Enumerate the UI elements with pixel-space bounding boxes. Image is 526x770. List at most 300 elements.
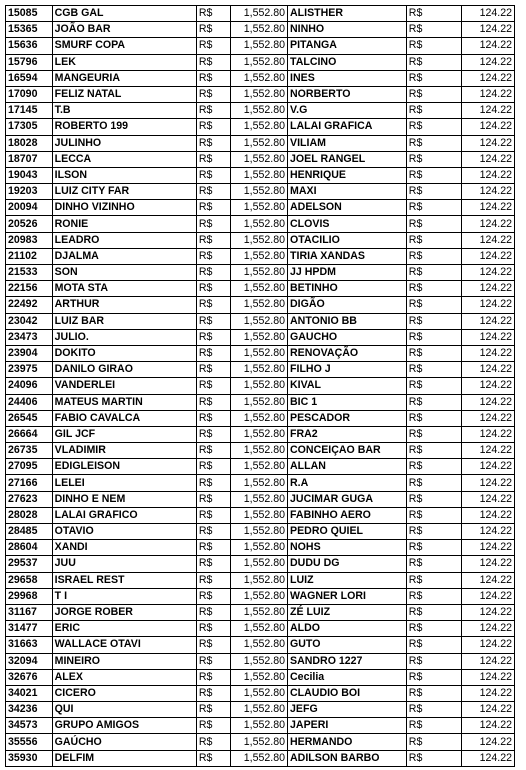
- amount-cell: 1,552.80: [230, 248, 287, 264]
- name2-cell: PEDRO QUIEL: [288, 524, 407, 540]
- amount2-cell: 124.22: [461, 685, 514, 701]
- code-cell: 15085: [6, 6, 53, 22]
- name-cell: T I: [52, 588, 196, 604]
- currency-cell: R$: [196, 459, 230, 475]
- table-row: [6, 669, 515, 685]
- currency2-cell: R$: [406, 572, 461, 588]
- currency-cell: R$: [196, 540, 230, 556]
- name2-cell: LUIZ: [288, 572, 407, 588]
- currency2-cell: R$: [406, 378, 461, 394]
- name-cell: MATEUS MARTIN: [52, 394, 196, 410]
- currency-cell: R$: [196, 718, 230, 734]
- currency2-cell: R$: [406, 394, 461, 410]
- amount-cell: 1,552.80: [230, 491, 287, 507]
- code-cell: 29537: [6, 556, 53, 572]
- code-cell: 18707: [6, 151, 53, 167]
- currency-cell: R$: [196, 200, 230, 216]
- table-row: [6, 313, 515, 329]
- amount-cell: 1,552.80: [230, 135, 287, 151]
- code-cell: 24406: [6, 394, 53, 410]
- table-row: [6, 297, 515, 313]
- currency2-cell: R$: [406, 637, 461, 653]
- name-cell: GIL JCF: [52, 426, 196, 442]
- currency2-cell: R$: [406, 459, 461, 475]
- currency-cell: R$: [196, 685, 230, 701]
- name2-cell: JJ HPDM: [288, 265, 407, 281]
- amount-cell: 1,552.80: [230, 86, 287, 102]
- name-cell: JULIO.: [52, 329, 196, 345]
- table-row: [6, 572, 515, 588]
- name2-cell: RENOVAÇÃO: [288, 345, 407, 361]
- currency2-cell: R$: [406, 702, 461, 718]
- amount2-cell: 124.22: [461, 426, 514, 442]
- amount-cell: 1,552.80: [230, 281, 287, 297]
- amount2-cell: 124.22: [461, 167, 514, 183]
- table-row: [6, 702, 515, 718]
- currency2-cell: R$: [406, 524, 461, 540]
- name2-cell: TALCINO: [288, 54, 407, 70]
- currency2-cell: R$: [406, 718, 461, 734]
- table-row: [6, 22, 515, 38]
- table-row: [6, 507, 515, 523]
- amount2-cell: 124.22: [461, 135, 514, 151]
- name-cell: DINHO VIZINHO: [52, 200, 196, 216]
- amount2-cell: 124.22: [461, 491, 514, 507]
- currency-cell: R$: [196, 572, 230, 588]
- currency2-cell: R$: [406, 443, 461, 459]
- code-cell: 16594: [6, 70, 53, 86]
- code-cell: 19043: [6, 167, 53, 183]
- amount-cell: 1,552.80: [230, 103, 287, 119]
- currency2-cell: R$: [406, 426, 461, 442]
- amount-cell: 1,552.80: [230, 718, 287, 734]
- code-cell: 17145: [6, 103, 53, 119]
- code-cell: 17090: [6, 86, 53, 102]
- amount2-cell: 124.22: [461, 653, 514, 669]
- table-row: [6, 216, 515, 232]
- name-cell: SON: [52, 265, 196, 281]
- code-cell: 27166: [6, 475, 53, 491]
- name-cell: ROBERTO 199: [52, 119, 196, 135]
- name-cell: LELEI: [52, 475, 196, 491]
- name2-cell: BETINHO: [288, 281, 407, 297]
- name2-cell: ADELSON: [288, 200, 407, 216]
- amount2-cell: 124.22: [461, 329, 514, 345]
- code-cell: 27095: [6, 459, 53, 475]
- name-cell: GRUPO AMIGOS: [52, 718, 196, 734]
- table-row: [6, 265, 515, 281]
- code-cell: 27623: [6, 491, 53, 507]
- amount-cell: 1,552.80: [230, 637, 287, 653]
- name-cell: FELIZ NATAL: [52, 86, 196, 102]
- table-row: [6, 734, 515, 750]
- currency2-cell: R$: [406, 475, 461, 491]
- code-cell: 29968: [6, 588, 53, 604]
- table-row: [6, 135, 515, 151]
- currency2-cell: R$: [406, 216, 461, 232]
- amount2-cell: 124.22: [461, 281, 514, 297]
- table-row: [6, 653, 515, 669]
- currency-cell: R$: [196, 524, 230, 540]
- table-row: [6, 200, 515, 216]
- amount2-cell: 124.22: [461, 572, 514, 588]
- amount2-cell: 124.22: [461, 410, 514, 426]
- code-cell: 28604: [6, 540, 53, 556]
- code-cell: 34573: [6, 718, 53, 734]
- currency-cell: R$: [196, 103, 230, 119]
- amount-cell: 1,552.80: [230, 556, 287, 572]
- table-row: [6, 556, 515, 572]
- currency2-cell: R$: [406, 329, 461, 345]
- table-row: [6, 345, 515, 361]
- amount2-cell: 124.22: [461, 200, 514, 216]
- currency-cell: R$: [196, 426, 230, 442]
- currency-cell: R$: [196, 604, 230, 620]
- code-cell: 22492: [6, 297, 53, 313]
- name2-cell: KIVAL: [288, 378, 407, 394]
- name2-cell: GAUCHO: [288, 329, 407, 345]
- currency2-cell: R$: [406, 297, 461, 313]
- amount2-cell: 124.22: [461, 718, 514, 734]
- amount-cell: 1,552.80: [230, 378, 287, 394]
- name-cell: WALLACE OTAVI: [52, 637, 196, 653]
- table-row: [6, 491, 515, 507]
- currency2-cell: R$: [406, 184, 461, 200]
- table-row: [6, 459, 515, 475]
- name2-cell: HENRIQUE: [288, 167, 407, 183]
- amount2-cell: 124.22: [461, 70, 514, 86]
- name2-cell: CLOVIS: [288, 216, 407, 232]
- amount-cell: 1,552.80: [230, 426, 287, 442]
- amount2-cell: 124.22: [461, 119, 514, 135]
- amount-cell: 1,552.80: [230, 54, 287, 70]
- table-row: [6, 378, 515, 394]
- currency-cell: R$: [196, 248, 230, 264]
- currency2-cell: R$: [406, 167, 461, 183]
- currency2-cell: R$: [406, 38, 461, 54]
- amount-cell: 1,552.80: [230, 38, 287, 54]
- code-cell: 35556: [6, 734, 53, 750]
- name2-cell: VILIAM: [288, 135, 407, 151]
- table-row: [6, 184, 515, 200]
- name2-cell: ZÉ LUIZ: [288, 604, 407, 620]
- name2-cell: FRA2: [288, 426, 407, 442]
- name2-cell: LALAI GRAFICA: [288, 119, 407, 135]
- code-cell: 21533: [6, 265, 53, 281]
- name2-cell: FILHO J: [288, 362, 407, 378]
- amount2-cell: 124.22: [461, 507, 514, 523]
- amount-cell: 1,552.80: [230, 572, 287, 588]
- currency-cell: R$: [196, 345, 230, 361]
- table-row: [6, 588, 515, 604]
- name2-cell: FABINHO AERO: [288, 507, 407, 523]
- amount-cell: 1,552.80: [230, 362, 287, 378]
- amount2-cell: 124.22: [461, 734, 514, 750]
- currency2-cell: R$: [406, 621, 461, 637]
- table-row: [6, 426, 515, 442]
- name-cell: VANDERLEI: [52, 378, 196, 394]
- currency2-cell: R$: [406, 200, 461, 216]
- name2-cell: CONCEIÇAO BAR: [288, 443, 407, 459]
- code-cell: 15636: [6, 38, 53, 54]
- table-row: [6, 475, 515, 491]
- code-cell: 32676: [6, 669, 53, 685]
- currency-cell: R$: [196, 653, 230, 669]
- code-cell: 18028: [6, 135, 53, 151]
- code-cell: 15365: [6, 22, 53, 38]
- table-row: [6, 524, 515, 540]
- name-cell: DELFIM: [52, 750, 196, 766]
- amount-cell: 1,552.80: [230, 507, 287, 523]
- currency2-cell: R$: [406, 362, 461, 378]
- amount2-cell: 124.22: [461, 151, 514, 167]
- name-cell: ARTHUR: [52, 297, 196, 313]
- currency-cell: R$: [196, 70, 230, 86]
- table-body: [6, 6, 515, 767]
- currency-cell: R$: [196, 151, 230, 167]
- table-row: [6, 38, 515, 54]
- amount-cell: 1,552.80: [230, 329, 287, 345]
- name-cell: DINHO E NEM: [52, 491, 196, 507]
- amount2-cell: 124.22: [461, 54, 514, 70]
- amount2-cell: 124.22: [461, 38, 514, 54]
- amount2-cell: 124.22: [461, 588, 514, 604]
- name-cell: JULINHO: [52, 135, 196, 151]
- amount-cell: 1,552.80: [230, 604, 287, 620]
- name-cell: SMURF COPA: [52, 38, 196, 54]
- amount2-cell: 124.22: [461, 669, 514, 685]
- currency-cell: R$: [196, 167, 230, 183]
- name2-cell: HERMANDO: [288, 734, 407, 750]
- table-row: [6, 637, 515, 653]
- currency-cell: R$: [196, 216, 230, 232]
- currency-cell: R$: [196, 232, 230, 248]
- amount-cell: 1,552.80: [230, 394, 287, 410]
- currency-cell: R$: [196, 6, 230, 22]
- table-row: [6, 685, 515, 701]
- currency2-cell: R$: [406, 22, 461, 38]
- amount-cell: 1,552.80: [230, 459, 287, 475]
- code-cell: 31167: [6, 604, 53, 620]
- currency2-cell: R$: [406, 151, 461, 167]
- code-cell: 32094: [6, 653, 53, 669]
- amount2-cell: 124.22: [461, 524, 514, 540]
- name-cell: LUIZ CITY FAR: [52, 184, 196, 200]
- name-cell: EDIGLEISON: [52, 459, 196, 475]
- currency-cell: R$: [196, 475, 230, 491]
- amount-cell: 1,552.80: [230, 653, 287, 669]
- table-row: [6, 54, 515, 70]
- currency-cell: R$: [196, 22, 230, 38]
- currency2-cell: R$: [406, 669, 461, 685]
- currency-cell: R$: [196, 184, 230, 200]
- amount-cell: 1,552.80: [230, 232, 287, 248]
- table-row: [6, 70, 515, 86]
- currency-cell: R$: [196, 281, 230, 297]
- name-cell: MINEIRO: [52, 653, 196, 669]
- amount2-cell: 124.22: [461, 216, 514, 232]
- amount2-cell: 124.22: [461, 621, 514, 637]
- name2-cell: JEFG: [288, 702, 407, 718]
- currency-cell: R$: [196, 119, 230, 135]
- amount-cell: 1,552.80: [230, 70, 287, 86]
- name2-cell: V.G: [288, 103, 407, 119]
- name-cell: LEADRO: [52, 232, 196, 248]
- code-cell: 19203: [6, 184, 53, 200]
- amount-cell: 1,552.80: [230, 750, 287, 766]
- currency2-cell: R$: [406, 685, 461, 701]
- name2-cell: PESCADOR: [288, 410, 407, 426]
- amount-cell: 1,552.80: [230, 540, 287, 556]
- name2-cell: DIGÃO: [288, 297, 407, 313]
- name2-cell: SANDRO 1227: [288, 653, 407, 669]
- amount2-cell: 124.22: [461, 265, 514, 281]
- currency2-cell: R$: [406, 540, 461, 556]
- amount-cell: 1,552.80: [230, 669, 287, 685]
- code-cell: 17305: [6, 119, 53, 135]
- currency2-cell: R$: [406, 653, 461, 669]
- table-row: [6, 750, 515, 766]
- name-cell: ERIC: [52, 621, 196, 637]
- amount-cell: 1,552.80: [230, 167, 287, 183]
- code-cell: 21102: [6, 248, 53, 264]
- table-row: [6, 621, 515, 637]
- name-cell: DANILO GIRAO: [52, 362, 196, 378]
- amount-cell: 1,552.80: [230, 200, 287, 216]
- amount-cell: 1,552.80: [230, 345, 287, 361]
- currency-cell: R$: [196, 329, 230, 345]
- currency2-cell: R$: [406, 750, 461, 766]
- table-row: [6, 151, 515, 167]
- amount-cell: 1,552.80: [230, 443, 287, 459]
- code-cell: 28028: [6, 507, 53, 523]
- currency-cell: R$: [196, 734, 230, 750]
- code-cell: 20983: [6, 232, 53, 248]
- name2-cell: JUCIMAR GUGA: [288, 491, 407, 507]
- name-cell: DOKITO: [52, 345, 196, 361]
- amount-cell: 1,552.80: [230, 151, 287, 167]
- currency2-cell: R$: [406, 734, 461, 750]
- code-cell: 20526: [6, 216, 53, 232]
- amount2-cell: 124.22: [461, 184, 514, 200]
- amount2-cell: 124.22: [461, 313, 514, 329]
- currency-cell: R$: [196, 362, 230, 378]
- name2-cell: GUTO: [288, 637, 407, 653]
- currency-cell: R$: [196, 621, 230, 637]
- code-cell: 24096: [6, 378, 53, 394]
- amount2-cell: 124.22: [461, 556, 514, 572]
- amount-cell: 1,552.80: [230, 588, 287, 604]
- name2-cell: PITANGA: [288, 38, 407, 54]
- table-row: [6, 394, 515, 410]
- name-cell: MANGEURIA: [52, 70, 196, 86]
- amount2-cell: 124.22: [461, 248, 514, 264]
- name-cell: LUIZ BAR: [52, 313, 196, 329]
- name-cell: RONIE: [52, 216, 196, 232]
- currency2-cell: R$: [406, 265, 461, 281]
- amount2-cell: 124.22: [461, 540, 514, 556]
- currency-cell: R$: [196, 135, 230, 151]
- code-cell: 35930: [6, 750, 53, 766]
- name2-cell: BIC 1: [288, 394, 407, 410]
- currency-cell: R$: [196, 491, 230, 507]
- amount2-cell: 124.22: [461, 86, 514, 102]
- currency2-cell: R$: [406, 281, 461, 297]
- code-cell: 22156: [6, 281, 53, 297]
- amount2-cell: 124.22: [461, 637, 514, 653]
- currency2-cell: R$: [406, 6, 461, 22]
- currency2-cell: R$: [406, 313, 461, 329]
- table-row: [6, 86, 515, 102]
- name2-cell: MAXI: [288, 184, 407, 200]
- name-cell: VLADIMIR: [52, 443, 196, 459]
- code-cell: 29658: [6, 572, 53, 588]
- amount2-cell: 124.22: [461, 443, 514, 459]
- amount2-cell: 124.22: [461, 459, 514, 475]
- currency-cell: R$: [196, 588, 230, 604]
- amount2-cell: 124.22: [461, 750, 514, 766]
- currency2-cell: R$: [406, 507, 461, 523]
- name-cell: JUU: [52, 556, 196, 572]
- currency2-cell: R$: [406, 604, 461, 620]
- currency-cell: R$: [196, 86, 230, 102]
- name-cell: ALEX: [52, 669, 196, 685]
- currency2-cell: R$: [406, 54, 461, 70]
- table-row: [6, 232, 515, 248]
- amount-cell: 1,552.80: [230, 685, 287, 701]
- name-cell: LECCA: [52, 151, 196, 167]
- table-row: [6, 443, 515, 459]
- amount2-cell: 124.22: [461, 297, 514, 313]
- name-cell: ILSON: [52, 167, 196, 183]
- name-cell: JORGE ROBER: [52, 604, 196, 620]
- name-cell: LALAI GRAFICO: [52, 507, 196, 523]
- amount2-cell: 124.22: [461, 362, 514, 378]
- name2-cell: OTACILIO: [288, 232, 407, 248]
- code-cell: 34236: [6, 702, 53, 718]
- name-cell: T.B: [52, 103, 196, 119]
- code-cell: 28485: [6, 524, 53, 540]
- amount-cell: 1,552.80: [230, 265, 287, 281]
- name2-cell: JOEL RANGEL: [288, 151, 407, 167]
- currency-cell: R$: [196, 265, 230, 281]
- name-cell: LEK: [52, 54, 196, 70]
- amount2-cell: 124.22: [461, 702, 514, 718]
- code-cell: 23473: [6, 329, 53, 345]
- currency-cell: R$: [196, 702, 230, 718]
- name-cell: XANDI: [52, 540, 196, 556]
- code-cell: 23975: [6, 362, 53, 378]
- code-cell: 20094: [6, 200, 53, 216]
- table-row: [6, 329, 515, 345]
- currency-cell: R$: [196, 394, 230, 410]
- name2-cell: CLAUDIO BOI: [288, 685, 407, 701]
- currency2-cell: R$: [406, 70, 461, 86]
- currency-cell: R$: [196, 410, 230, 426]
- currency-cell: R$: [196, 669, 230, 685]
- amount2-cell: 124.22: [461, 6, 514, 22]
- table-row: [6, 103, 515, 119]
- amount2-cell: 124.22: [461, 22, 514, 38]
- amount-cell: 1,552.80: [230, 297, 287, 313]
- name2-cell: ALDO: [288, 621, 407, 637]
- amount2-cell: 124.22: [461, 394, 514, 410]
- amount-cell: 1,552.80: [230, 313, 287, 329]
- currency2-cell: R$: [406, 119, 461, 135]
- table-row: [6, 718, 515, 734]
- name2-cell: NINHO: [288, 22, 407, 38]
- currency2-cell: R$: [406, 103, 461, 119]
